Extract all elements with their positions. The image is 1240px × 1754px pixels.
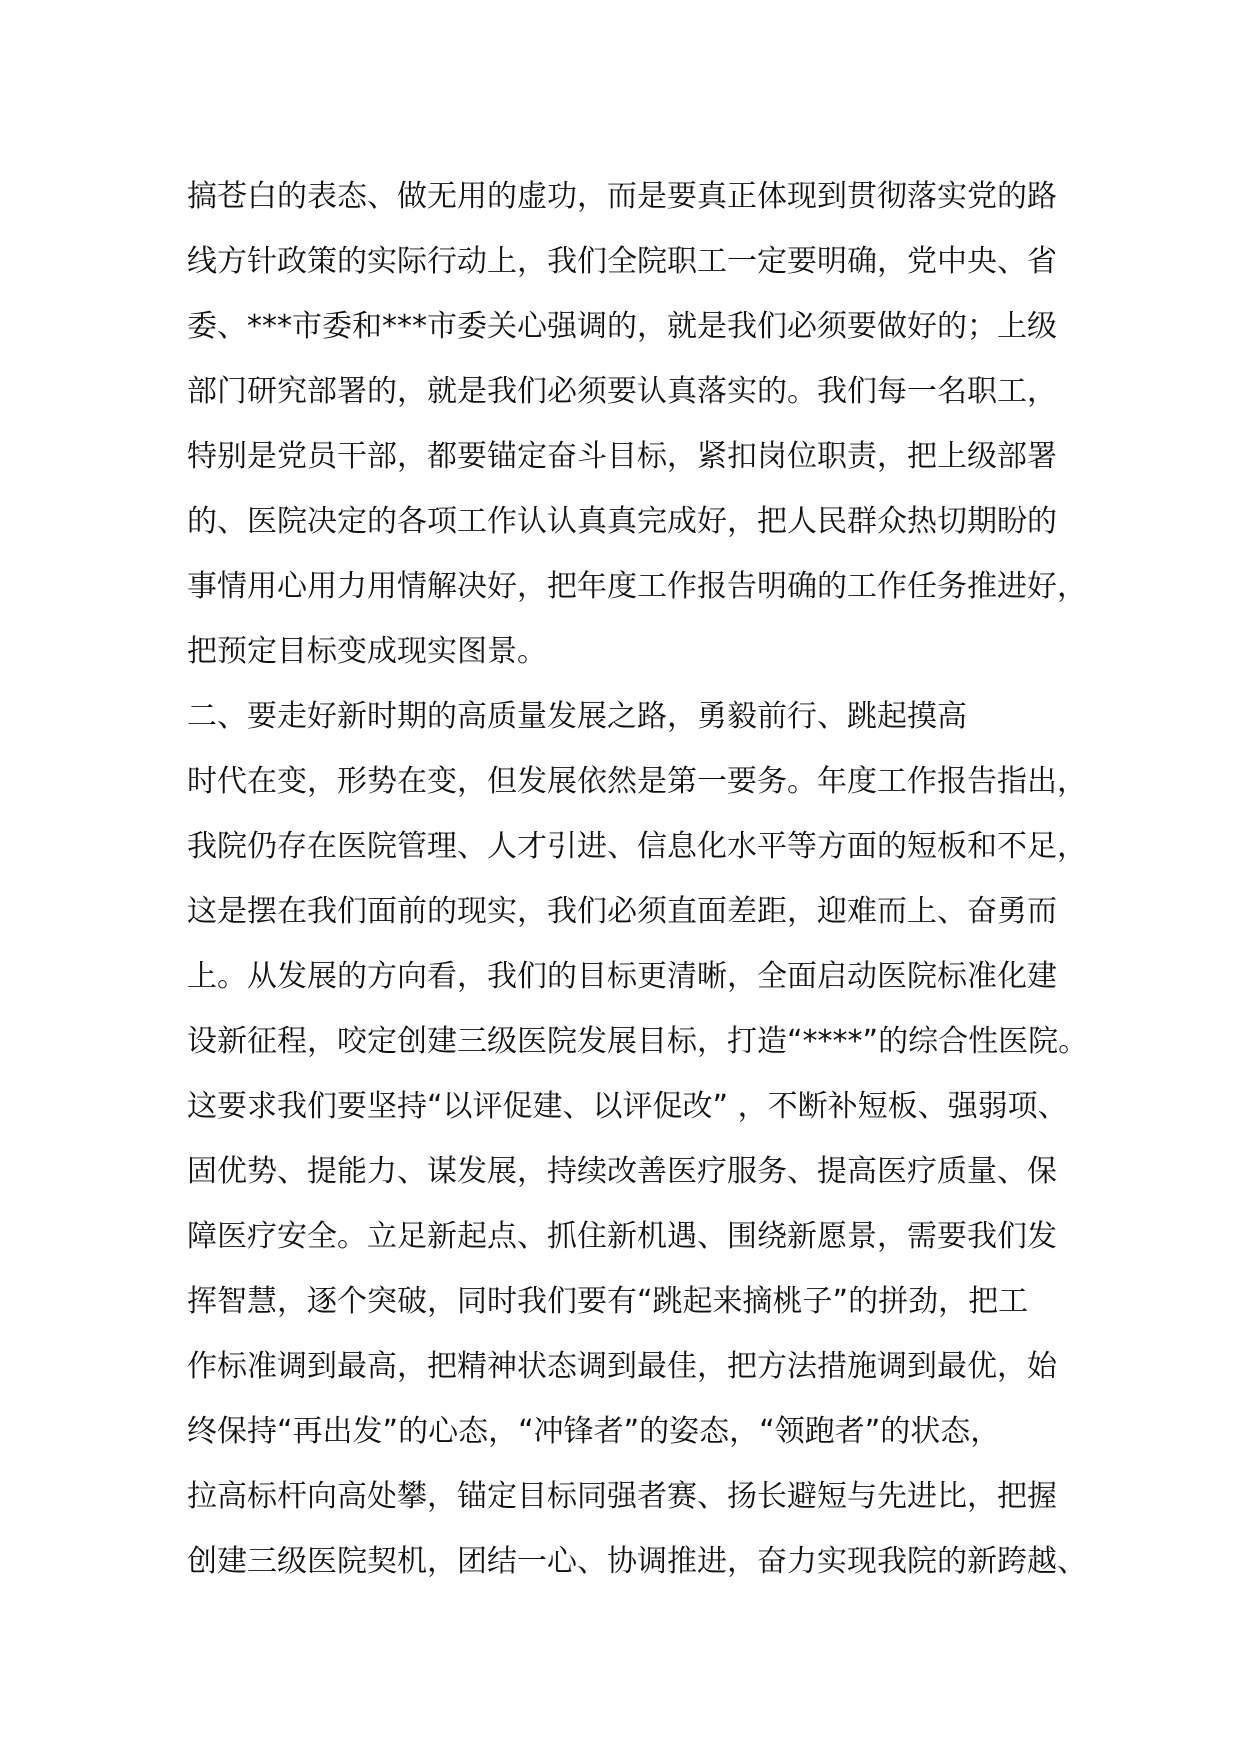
text-line: 终保持“再出发”的心态，“冲锋者”的姿态，“领跑者”的状态， (187, 1414, 1001, 1449)
text-line: 拉高标杆向高处攀，锚定目标同强者赛、扬长避短与先进比，把握 (187, 1479, 1057, 1514)
text-line: 的、医院决定的各项工作认认真真完成好，把人民群众热切期盼的 (187, 504, 1057, 539)
text-line: 时代在变，形势在变，但发展依然是第一要务。年度工作报告指出， (187, 764, 1087, 799)
section-heading: 二、要走好新时期的高质量发展之路，勇毅前行、跳起摸高 (187, 699, 967, 734)
text-line: 部门研究部署的，就是我们必须要认真落实的。我们每一名职工， (187, 374, 1057, 409)
text-line: 特别是党员干部，都要锚定奋斗目标，紧扣岗位职责，把上级部署 (187, 439, 1057, 474)
text-line: 设新征程，咬定创建三级医院发展目标，打造“****”的综合性医院。 (187, 1024, 1089, 1059)
text-line: 委、***市委和***市委关心强调的，就是我们必须要做好的；上级 (187, 309, 1057, 344)
text-line: 挥智慧，逐个突破，同时我们要有“跳起来摘桃子”的拼劲，把工 (187, 1284, 1029, 1319)
text-line: 这是摆在我们面前的现实，我们必须直面差距，迎难而上、奋勇而 (187, 894, 1057, 929)
text-line: 创建三级医院契机，团结一心、协调推进，奋力实现我院的新跨越、 (187, 1544, 1087, 1579)
text-line: 作标准调到最高，把精神状态调到最佳，把方法措施调到最优，始 (187, 1349, 1057, 1384)
text-line: 障医疗安全。立足新起点、抓住新机遇、围绕新愿景，需要我们发 (187, 1219, 1057, 1254)
text-line: 搞苍白的表态、做无用的虚功，而是要真正体现到贯彻落实党的路 (187, 179, 1057, 214)
text-line: 事情用心用力用情解决好，把年度工作报告明确的工作任务推进好， (187, 569, 1087, 604)
text-line: 把预定目标变成现实图景。 (187, 634, 547, 669)
text-line: 我院仍存在医院管理、人才引进、信息化水平等方面的短板和不足， (187, 829, 1087, 864)
document-body (187, 164, 1087, 1594)
text-line: 上。从发展的方向看，我们的目标更清晰，全面启动医院标准化建 (187, 959, 1057, 994)
text-line: 固优势、提能力、谋发展，持续改善医疗服务、提高医疗质量、保 (187, 1154, 1057, 1189)
text-line: 这要求我们要坚持“以评促建、以评促改” ，不断补短板、强弱项、 (187, 1089, 1068, 1124)
text-line: 线方针政策的实际行动上，我们全院职工一定要明确，党中央、省 (187, 244, 1057, 279)
